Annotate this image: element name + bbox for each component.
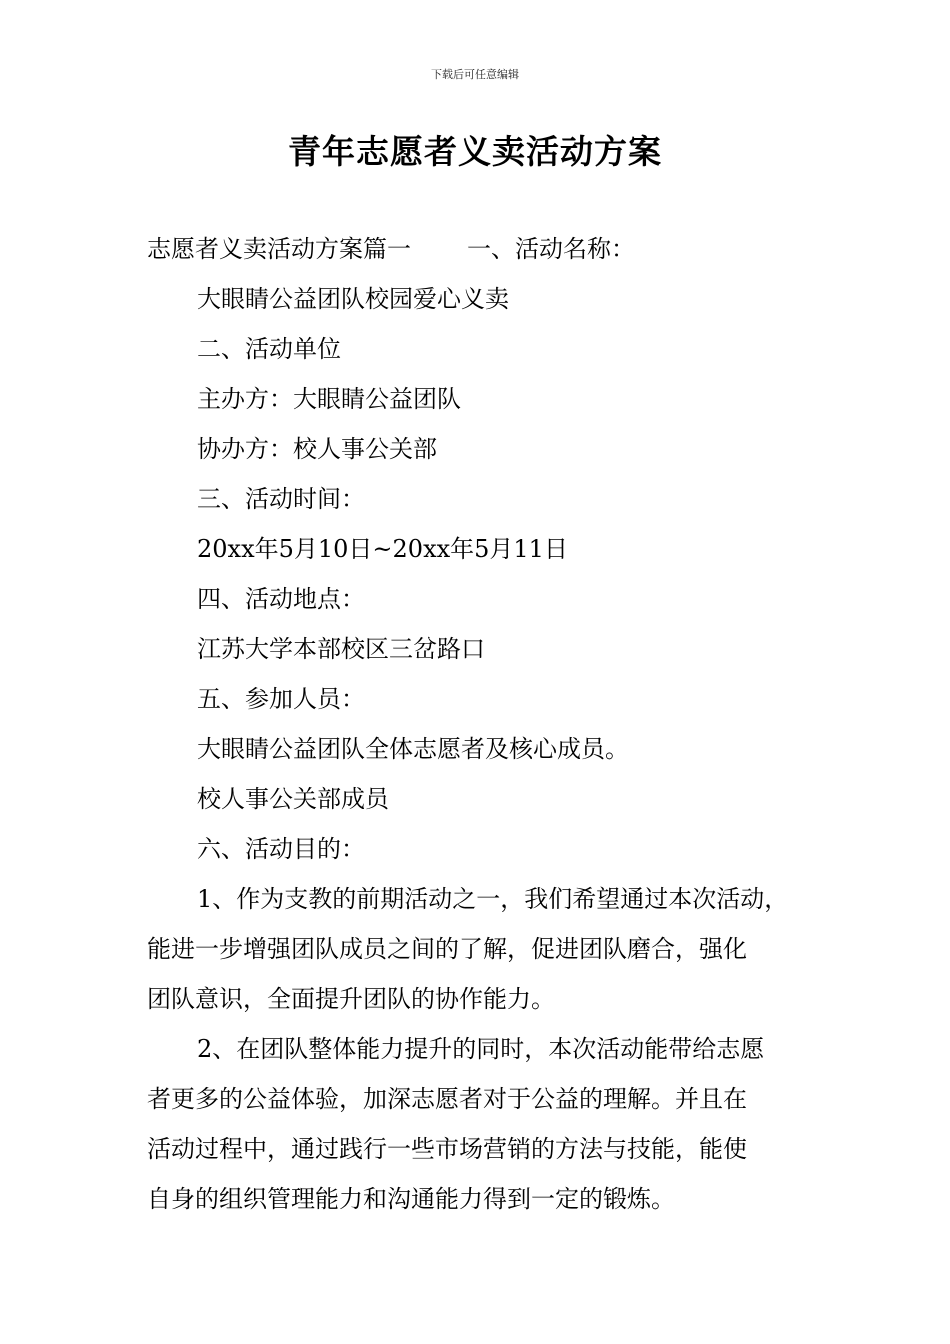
text-line: 二、活动单位 bbox=[197, 335, 341, 363]
document-body bbox=[147, 224, 827, 1224]
text-line: 校人事公关部成员 bbox=[197, 785, 389, 813]
paragraph-line: 能进一步增强团队成员之间的了解，促进团队磨合，强化 bbox=[147, 935, 747, 963]
paragraph-line: 自身的组织管理能力和沟通能力得到一定的锻炼。 bbox=[147, 1185, 675, 1213]
first-line bbox=[147, 224, 827, 274]
paragraph-line: 1、作为支教的前期活动之一，我们希望通过本次活动， bbox=[197, 885, 789, 913]
text-line: 五、参加人员： bbox=[197, 685, 365, 713]
text-line: 四、活动地点： bbox=[197, 585, 365, 613]
paragraph-1 bbox=[147, 874, 827, 1024]
text-line: 协办方：校人事公关部 bbox=[197, 435, 437, 463]
paragraph-line: 者更多的公益体验，加深志愿者对于公益的理解。并且在 bbox=[147, 1085, 747, 1113]
text-line: 大眼睛公益团队校园爱心义卖 bbox=[197, 285, 509, 313]
text-line: 三、活动时间： bbox=[197, 485, 365, 513]
text-line: 六、活动目的： bbox=[197, 835, 365, 863]
text-line: 江苏大学本部校区三岔路口 bbox=[197, 635, 485, 663]
section-heading: 志愿者义卖活动方案篇一 bbox=[147, 235, 411, 263]
paragraph-line: 活动过程中，通过践行一些市场营销的方法与技能，能使 bbox=[147, 1135, 747, 1163]
text-line: 20xx年5月10日~20xx年5月11日 bbox=[197, 535, 568, 563]
item-heading: 一、活动名称： bbox=[467, 235, 635, 263]
text-line: 主办方：大眼睛公益团队 bbox=[197, 385, 461, 413]
paragraph-line: 2、在团队整体能力提升的同时，本次活动能带给志愿 bbox=[197, 1035, 765, 1063]
document-title: 青年志愿者义卖活动方案 bbox=[288, 132, 662, 171]
header-note: 下载后可任意编辑 bbox=[431, 68, 519, 81]
text-line: 大眼睛公益团队全体志愿者及核心成员。 bbox=[197, 735, 629, 763]
paragraph-2 bbox=[147, 1024, 827, 1224]
paragraph-line: 团队意识，全面提升团队的协作能力。 bbox=[147, 985, 555, 1013]
